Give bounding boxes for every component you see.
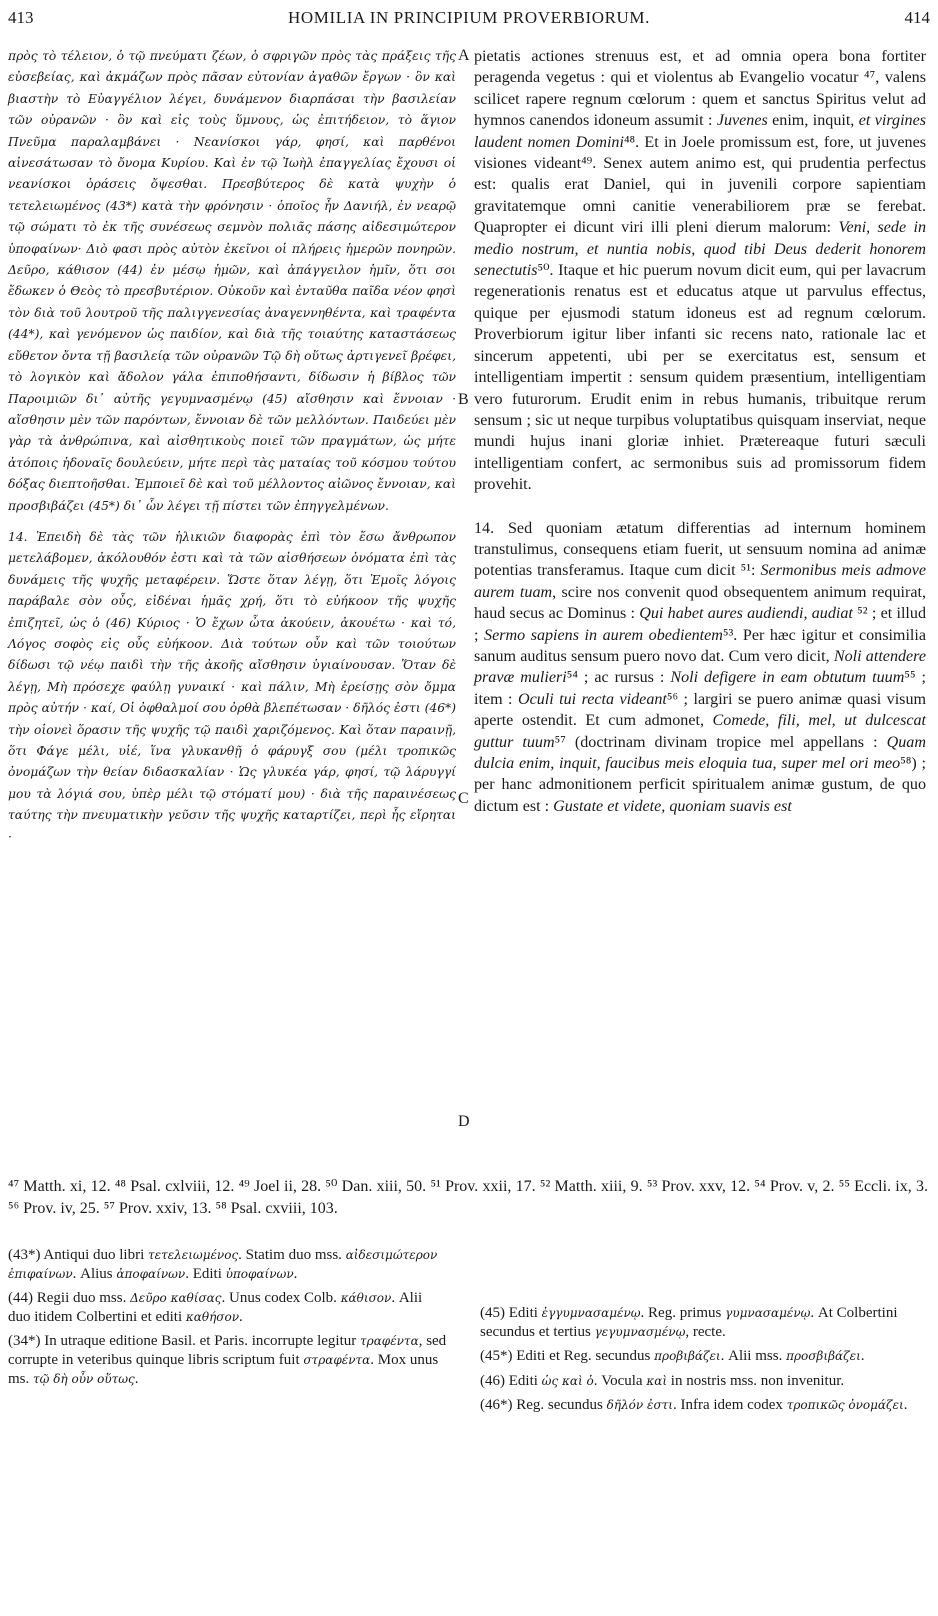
margin-marker-a: A (458, 47, 470, 64)
page-number-right: 414 (904, 8, 930, 27)
note-44: (44) Regii duo mss. Δεῦρο καθίσας. Unus codex Colb. κάθισον. Alii duo itidem Colbertini et editi καθήσον. (8, 1290, 423, 1325)
running-title: HOMILIA IN PRINCIPIUM PROVERBIORUM. (288, 8, 650, 27)
greek-paragraph-1: πρὸς τὸ τέλειον, ὁ τῷ πνεύματι ζέων, ὁ σφριγῶν πρὸς τὰς πράξεις τῆς εὐσεβείας, καὶ ἀκμάζων πρὸς πᾶσαν εὐτονίαν ἀγαθῶν ἔργων · ὃν καὶ βιαστὴν τὸ Εὐαγγέλιον λέγει, δυνάμενον διαρπάσαι τὴν βασιλείαν τῶν οὐρανῶν · ὃν καὶ εἰς τοὺς ὕμνους, ὡς ἐπιτήδειον, τὸ ἅγιον Πνεῦμα παραλαμβάνει · Νεανίσκοι γάρ, φησί, καὶ παρθένοι αἰνεσάτωσαν τὸ ὄνομα Κυρίου. Καὶ ἐν τῷ Ἰωὴλ ἐπαγγελίας ἔχουσι οἱ νεανίσκοι ὁράσεις ὄψεσθαι. Πρεσβύτερος δὲ κατὰ ψυχὴν ὁ τετελειωμένος (43*) κατὰ τὴν φρόνησιν · ὁποῖος ἦν Δανιήλ, ἐν νεαρῷ τῷ σώματι τὸ ἐκ τῆς συνέσεως σεμνὸν πολιᾶς πάσης αἰδεσιμώτερον ὑποφαίνων· Διὸ φασι πρὸς αὐτὸν ἐκεῖνοι οἱ πλήρεις ἡμερῶν πονηρῶν. Δεῦρο, κάθισον (44) ἐν μέσῳ ἡμῶν, καὶ ἀπάγγειλον ἡμῖν, ὅτι σοι ἔδωκεν ὁ Θεὸς τὸ πρεσβυτέριον. Οὐκοῦν καὶ ἐνταῦθα παῖδα νέον φησὶ τὸν διὰ τοῦ λουτροῦ τῆς παλιγγενεσίας ἀναγεννηθέντα, καὶ τραφέντα (44*), καὶ γενόμενον ὡς παιδίον, καὶ διὰ τῆς τοιαύτης καταστάσεως εὔθετον ὄντα τῇ βασιλείᾳ τῶν οὐρανῶν Τῷ δὴ οὕτως ἀρτιγενεῖ βρέφει, τὸ λογικὸν καὶ ἄδολον γάλα ἐπιποθήσαντι, δίδωσιν ἡ βίβλος τῶν Παροιμιῶν δι᾽ αὐτῆς γεγυμνασμένῳ (45) αἴσθησιν καὶ ἔννοιαν · αἴσθησιν μὲν τῶν παρόντων, ἔννοιαν δὲ τῶν μελλόντων. Παιδεύει μὲν γὰρ τὰ ἀνθρώπινα, καὶ αἰσθητικοὺς ποιεῖ τῶν πραγμάτων, ὡς μήτε ἀτόποις ἡδοναῖς δουλεύειν, μήτε περὶ τὰς ματαίας τοῦ κόσμου τούτου δόξας διεπτοῆσθαι. Ἐμποιεῖ δὲ καὶ τοῦ μέλλοντος αἰῶνος ἔννοιαν, καὶ προσβιβάζει (45*) δι᾽ ὧν λέγει τῇ πίστει τῶν ἐπηγγελμένων. (8, 49, 456, 513)
scripture-references: ⁴⁷ Matth. xi, 12. ⁴⁸ Psal. cxlviii, 12. ⁴⁹ Joel ii, 28. ⁵⁰ Dan. xiii, 50. ⁵¹ Prov. xxii, 17. ⁵² Matth. xiii, 9. ⁵³ Prov. xxv, 12. ⁵⁴ Prov. v, 2. ⁵⁵ Eccli. ix, 3. ⁵⁶ Prov. iv, 25. ⁵⁷ Prov. xxiv, 13. ⁵⁸ Psal. cxviii, 103. (8, 1178, 928, 1217)
page-number-left: 413 (8, 8, 34, 27)
note-34s: (34*) In utraque editione Basil. et Paris. incorrupte legitur τραφέντα, sed corrupte in veteribus quinque libris scriptum fuit στραφέντα. Mox unus ms. τῷ δὴ οὖν οὕτως. (8, 1333, 447, 1387)
latin-paragraph-1: pietatis actiones strenuus est, et ad omnia opera bona fortiter peragenda vegetus : qui et violentus ab Evangelio vocatur ⁴⁷, valens scilicet rapere regnum cœlorum : quem et sanctus Spiritus velut ad hymnos canendos idoneum assumit : Juvenes enim, inquit, et virgines laudent nomen Domini⁴⁸. Et in Joele promissum est, fore, ut juvenes visiones videant⁴⁹. Senex autem animo est, qui prudentia perfectus est: qualis erat Daniel, qui in juvenili corpore sapientiam gravitatemque omni canitie venerabiliorem præ se ferebat. Quapropter ei dicunt viri illi pleni dierum malorum: Veni, sede in medio nostrum, et nuntia nobis, quod tibi Deus dederit honorem senectutis⁵⁰. Itaque et hic puerum novum dicit eum, qui per lavacrum regenerationis renatus est et educatus atque ut parvulus effectus, quique per ejusmodi statum idoneus est ad regnum cœlorum. Proverbiorum igitur liber infanti sic recens nato, rationale lac et sincerum appetenti, ubi per se exercitatus est, sensum et intelligentiam impertit : sensum quidem præsentium, intelligentiam vero futurorum. Erudit enim in rebus humanis, tribuitque rerum sensum ; sic ut neque turpibus voluptatibus quisquam inserviat, neque mundi hujus inani gloriæ inhiet. Prætereaque futuri sæculi intelligentiam confert, ac sermonibus suis ad promissorum fidem provehit. (474, 48, 926, 494)
latin-paragraph-2: 14. Sed quoniam ætatum differentias ad internum hominem transtulimus, consequens etiam fuerit, ut sensuum nomina ad animæ potentias transferamus. Itaque cum dicit ⁵¹: Sermonibus meis admove aurem tuam, scire nos convenit quod obsequentem animum requirat, haud secus ac Dominus : Qui habet aures audiendi, audiat ⁵² ; et illud ; Sermo sapiens in aurem obedientem⁵³. Per hæc igitur et consimilia sanum auditus sensum puero novo dat. Cum vero dicit, Noli attendere pravæ mulieri⁵⁴ ; ac rursus : Noli defigere in eam obtutum tuum⁵⁵ ; item : Oculi tui recta videant⁵⁶ ; largiri se puero animæ quasi visum aperte ostendit. Et cum admonet, Comede, fili, mel, ut dulcescat guttur tuum⁵⁷ (doctrinam divinam tropice mel appellans : Quam dulcia enim, inquit, faucibus meis eloquia tua, super mel ori meo⁵⁸) ; per hanc admonitionem perficit spiritualem animæ gustum, de quo dictum est : Gustate et videte, quoniam suavis est (474, 519, 927, 815)
note-43s: (43*) Antiqui duo libri τετελειωμένος. Statim duo mss. αἰδεσιμώτερον ἐπιφαίνων. Alius ἀποφαίνων. Editi ὑποφαίνων. (8, 1247, 438, 1282)
note-45: (45) Editi ἐγγυμνασαμένῳ. Reg. primus γυμνασαμένῳ. At Colbertini secundus et tertius γεγυμνασμένῳ, recte. (480, 1305, 898, 1340)
greek-column (8, 46, 456, 848)
notes-right (480, 1304, 926, 1421)
greek-paragraph-2: 14. Ἐπειδὴ δὲ τὰς τῶν ἡλικιῶν διαφορὰς ἐπὶ τὸν ἔσω ἄνθρωπον μετελάβομεν, ἀκόλουθόν ἐστι καὶ τὰ τῶν αἰσθήσεων ὀνόματα ἐπὶ τὰς δυνάμεις τῆς ψυχῆς μεταφέρειν. Ὥστε ὅταν λέγῃ, ὅτι Ἐμοῖς λόγοις παράβαλε σὸν οὖς, εἰδέναι ἡμᾶς χρή, ὅτι τὸ εὐήκοον τῆς ψυχῆς ἐπιζητεῖ, ὡς ὁ (46) Κύριος · Ὁ ἔχων ὦτα ἀκούειν, ἀκουέτω · καὶ τό, Λόγος σοφὸς εἰς οὖς εὐήκοον. Διὰ τούτων οὖν καὶ τῶν τοιούτων δίδωσι τῷ νέῳ παιδὶ τὴν τῆς ἀκοῆς αἴσθησιν ὑγιαίνουσαν. Ὅταν δὲ λέγῃ, Μὴ πρόσεχε φαύλῃ γυναικί · καὶ πάλιν, Μὴ ἐρείσῃς σὸν ὄμμα πρὸς αὐτήν · καί, Οἱ ὀφθαλμοί σου ὀρθὰ βλεπέτωσαν · δῆλός ἐστι (46*) τὴν οἱονεὶ ὅρασιν τῆς ψυχῆς τῷ παιδὶ χαριζόμενος. Καὶ ὅταν παραινῇ, ὅτι Φάγε μέλι, υἱέ, ἵνα γλυκανθῇ ὁ φάρυγξ σου (μέλι τροπικῶς ὀνομάζων τὴν θείαν διδασκαλίαν · Ὡς γλυκέα γάρ, φησί, τῷ λάρυγγί μου τὰ λόγιά σου, ὑπὲρ μέλι τῷ στόματί μου) · διὰ τῆς παραινέσεως ταύτης τὴν πνευματικὴν γεῦσιν τῆς ψυχῆς καταρτίζει, περὶ ἧς εἴρηται · (8, 529, 456, 844)
note-46: (46) Editi ὡς καὶ ὁ. Vocula καὶ in nostris mss. non invenitur. (480, 1372, 845, 1389)
latin-column (474, 46, 926, 817)
margin-marker-d: D (458, 1113, 470, 1130)
note-46s: (46*) Reg. secundus δῆλόν ἐστι. Infra idem codex τροπικῶς ὀνομάζει. (480, 1397, 908, 1414)
margin-marker-c: C (458, 790, 469, 807)
note-45s: (45*) Editi et Reg. secundus προβιβάζει. Alii mss. προσβιβάζει. (480, 1348, 865, 1365)
page-header (8, 8, 930, 36)
margin-marker-b: B (458, 391, 469, 408)
notes-left (8, 1246, 448, 1394)
